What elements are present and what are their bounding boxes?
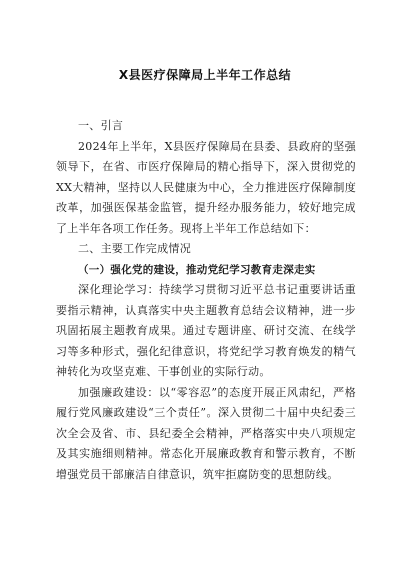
- paragraph-integrity-building: 加强廉政建设：以“零容忍”的态度开展正风肃纪，严格履行党风廉政建设“三个责任”。深入贯彻二十届中央纪委三次全会及省、市、县纪委全会精神，严格落实中央八项规定及其实施细则精神。常态化开展廉政教育和警示教育，不断增强党员干部廉洁自律意识，筑牢拒腐防变的思想防线。: [56, 385, 356, 481]
- intro-paragraph: 2024年上半年，X县医疗保障局在县委、县政府的坚强领导下，在省、市医疗保障局的精心指导下，深入贯彻党的XX大精神，坚持以人民健康为中心，全力推进医疗保障制度改革，加强医保基金监管，提升经办服务能力，较好地完成了上半年各项工作任务。现将上半年工作总结如下：: [56, 139, 356, 235]
- section-heading-intro: 一、引言: [78, 119, 124, 132]
- section-heading-main-work: 二、主要工作完成情况: [78, 242, 191, 255]
- document-body: [56, 116, 356, 485]
- document-title: X县医疗保障局上半年工作总结: [118, 68, 292, 82]
- paragraph-theory-study: 深化理论学习：持续学习贯彻习近平总书记重要讲话重要指示精神，认真落实中央主题教育总结会议精神，进一步巩固拓展主题教育成果。通过专题讲座、研讨交流、在线学习等多种形式，强化纪律意识，将党纪学习教育焕发的精气神转化为攻坚克难、干事创业的实际行动。: [56, 283, 356, 378]
- subsection-heading-party-building: （一）强化党的建设，推动党纪学习教育走深走实: [78, 263, 316, 276]
